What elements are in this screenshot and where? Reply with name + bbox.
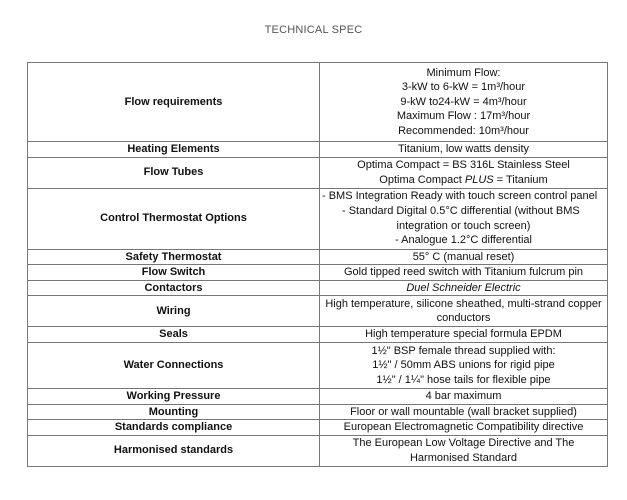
table-row [28, 388, 608, 404]
spec-value [320, 435, 608, 466]
spec-value: European Electromagnetic Compatibility directive [320, 420, 608, 436]
table-row [28, 342, 608, 388]
table-row [28, 296, 608, 327]
spec-label: Flow requirements [28, 63, 320, 142]
spec-value [320, 188, 608, 249]
table-row [28, 265, 608, 281]
spec-label: Water Connections [28, 342, 320, 388]
spec-label: Harmonised standards [28, 435, 320, 466]
spec-label: Mounting [28, 404, 320, 420]
spec-label: Contactors [28, 280, 320, 296]
spec-value-line [322, 173, 605, 188]
spec-label: Seals [28, 327, 320, 343]
table-row [28, 188, 608, 249]
spec-value-line: 1½" / 50mm ABS unions for rigid pipe [372, 359, 555, 372]
spec-value-line: - Standard Digital 0.5°C differential (without BMS [342, 205, 580, 217]
spec-label: Working Pressure [28, 388, 320, 404]
spec-label: Standards compliance [28, 420, 320, 436]
spec-value-line: - Analogue 1.2°C differential [395, 234, 532, 247]
spec-value [320, 280, 608, 296]
spec-label: Wiring [28, 296, 320, 327]
table-row [28, 280, 608, 296]
spec-value [320, 63, 608, 142]
spec-value-line: Minimum Flow: [426, 66, 501, 79]
table-row [28, 157, 608, 188]
spec-value-line: Maximum Flow : 17m³/hour [396, 110, 531, 123]
spec-value-line: 9-kW to24-kW = 4m³/hour [400, 95, 527, 108]
spec-value: Floor or wall mountable (wall bracket supplied) [320, 404, 608, 420]
spec-value-line: 3-kW to 6-kW = 1m³/hour [401, 81, 526, 94]
table-row [28, 435, 608, 466]
spec-value-text: Optima Compact [379, 173, 465, 186]
spec-label: Flow Tubes [28, 157, 320, 188]
spec-value-line: conductors [436, 312, 491, 325]
spec-value-emphasis: Duel Schneider Electric [406, 281, 521, 294]
spec-value-line: 1½" / 1¼" hose tails for flexible pipe [376, 373, 551, 386]
spec-value-line: Recommended: 10m³/hour [398, 124, 529, 137]
spec-value-line: Harmonised Standard [409, 451, 517, 464]
spec-value-line: - BMS Integration Ready with touch screen control panel [322, 190, 598, 203]
spec-value-emphasis: PLUS [464, 173, 494, 186]
table-row [28, 142, 608, 158]
spec-value [320, 342, 608, 388]
table-row [28, 420, 608, 436]
spec-value: 55° C (manual reset) [320, 249, 608, 265]
spec-value-line: Optima Compact = BS 316L Stainless Steel [357, 159, 570, 171]
table-row [28, 63, 608, 142]
spec-label: Safety Thermostat [28, 249, 320, 265]
spec-value-line: integration or touch screen) [396, 219, 531, 232]
spec-value: High temperature special formula EPDM [320, 327, 608, 343]
spec-value: Titanium, low watts density [320, 142, 608, 158]
spec-value-text: = Titanium [493, 173, 548, 186]
spec-label: Flow Switch [28, 265, 320, 281]
spec-value-line: 1½" BSP female thread supplied with: [371, 344, 556, 357]
spec-label: Heating Elements [28, 142, 320, 158]
spec-value-line: High temperature, silicone sheathed, multi-strand copper [325, 297, 602, 310]
spec-value: 4 bar maximum [320, 388, 608, 404]
table-row [28, 404, 608, 420]
page-title: TECHNICAL SPEC [264, 24, 363, 36]
spec-value [320, 296, 608, 327]
spec-value: Gold tipped reed switch with Titanium fulcrum pin [320, 265, 608, 281]
table-row [28, 249, 608, 265]
spec-table [27, 62, 608, 467]
spec-label: Control Thermostat Options [28, 188, 320, 249]
spec-value [320, 157, 608, 188]
spec-value-line: The European Low Voltage Directive and The [352, 437, 575, 450]
table-row [28, 327, 608, 343]
